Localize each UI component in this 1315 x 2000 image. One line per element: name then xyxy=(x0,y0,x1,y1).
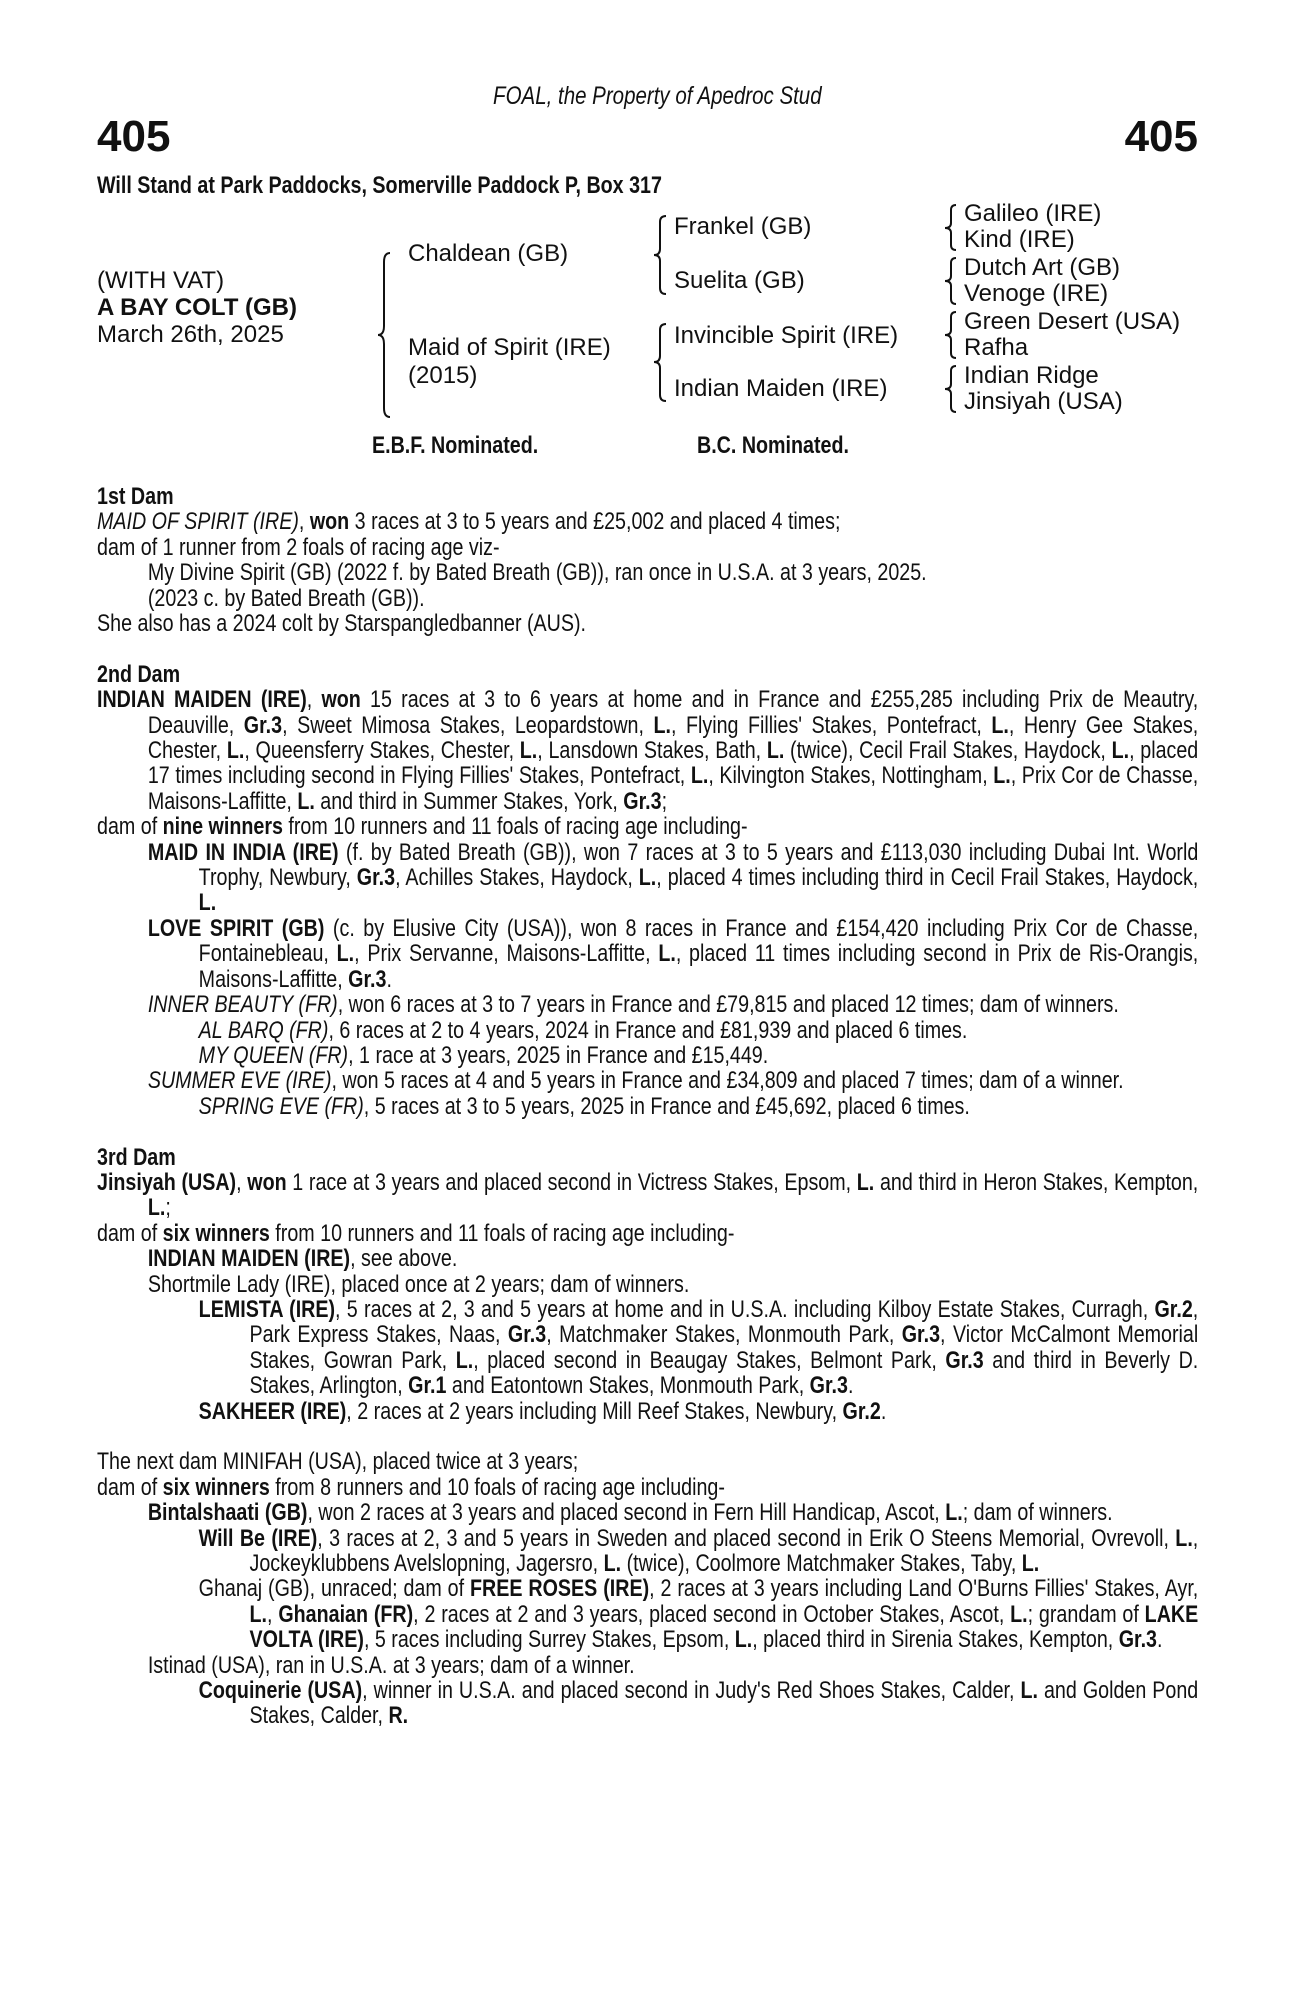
ebf-nomination xyxy=(372,432,575,460)
text: Istinad (USA), ran in U.S.A. at 3 years; dam of a winner. xyxy=(147,1651,635,1679)
horse-name: A BAY COLT (GB) xyxy=(97,294,298,321)
text: , 1 race at 3 years, 2025 in France and £15,449. xyxy=(348,1041,769,1069)
bold-text: L. xyxy=(1021,1550,1040,1578)
italic-text: SPRING EVE (FR) xyxy=(198,1092,364,1120)
text: My Divine Spirit (GB) (2022 f. by Bated Breath (GB)), ran once in U.S.A. at 3 years, 2025. xyxy=(147,559,927,587)
text: . xyxy=(847,1372,854,1400)
text: She also has a 2024 colt by Starspangledbanner (AUS). xyxy=(97,610,587,638)
bold-text: Bintalshaati (GB) xyxy=(147,1499,308,1527)
text: , 6 races at 2 to 4 years, 2024 in France and £81,939 and placed 6 times. xyxy=(328,1016,968,1044)
text: (2023 c. by Bated Breath (GB)). xyxy=(147,584,425,612)
ancestor: Jinsiyah (USA) xyxy=(964,388,1123,415)
dam-section xyxy=(97,1145,1198,1424)
bold-text: won xyxy=(309,508,350,536)
text: , see above. xyxy=(350,1245,458,1273)
italic-text: MY QUEEN (FR) xyxy=(198,1041,349,1069)
text: and Golden Pond Stakes, Calder, xyxy=(249,1677,1199,1730)
text: The next dam MINIFAH (USA), placed twice at 3 years; xyxy=(97,1448,579,1476)
bold-text: won xyxy=(247,1168,287,1196)
produce-record xyxy=(97,1170,1198,1221)
ancestor: Rafha xyxy=(964,334,1029,361)
bc-nomination xyxy=(697,432,882,460)
produce-record xyxy=(148,560,1198,585)
bold-text: L. xyxy=(653,711,671,739)
bold-text: L. xyxy=(1010,1600,1028,1628)
bold-text: L. xyxy=(1111,737,1130,765)
bold-text: Gr.3 xyxy=(507,1321,547,1349)
text: Shortmile Lady (IRE), placed once at 2 years; dam of winners. xyxy=(147,1270,690,1298)
brace-icon xyxy=(945,366,956,412)
italic-text: SUMMER EVE (IRE) xyxy=(147,1067,332,1095)
text: dam of xyxy=(97,1219,163,1247)
bold-text: L. xyxy=(147,1194,166,1222)
consignor-title-text: FOAL, the Property of Apedroc Stud xyxy=(493,82,822,110)
text: , won 2 races at 3 years and placed second in Fern Hill Handicap, Ascot, xyxy=(307,1499,946,1527)
bold-text: L. xyxy=(690,762,709,790)
brace-icon xyxy=(654,324,666,401)
bold-text: L. xyxy=(249,1600,268,1628)
bold-text: INDIAN MAIDEN (IRE) xyxy=(97,686,307,714)
ancestor: Indian Ridge xyxy=(964,362,1099,389)
text: , 5 races at 2, 3 and 5 years at home and in U.S.A. including Kilboy Estate Stakes, Curragh, xyxy=(335,1295,1155,1323)
produce-record xyxy=(148,992,1198,1017)
produce-record xyxy=(199,1678,1199,1729)
bold-text: Gr.1 xyxy=(408,1372,447,1400)
produce-record xyxy=(97,1449,1198,1474)
ancestor: Galileo (IRE) xyxy=(964,200,1102,227)
produce-record xyxy=(97,535,1198,560)
text: (f. by Bated Breath (GB)), won 7 races at 3 to 5 years and £113,030 including Dubai Int. World Trophy, Newbury, xyxy=(198,838,1199,892)
brace-icon xyxy=(654,216,666,294)
produce-record xyxy=(199,1526,1199,1577)
bold-text: six winners xyxy=(162,1219,270,1247)
bold-text: L. xyxy=(297,787,315,815)
text: , 5 races including Surrey Stakes, Epsom, xyxy=(363,1626,735,1654)
ancestor: Dutch Art (GB) xyxy=(964,254,1121,281)
bold-text: L. xyxy=(766,737,785,765)
bold-text: L. xyxy=(638,864,657,892)
bold-text: L. xyxy=(1020,1677,1038,1705)
text: , Prix Servanne, Maisons-Laffitte, xyxy=(354,940,659,968)
text: ; dam of winners. xyxy=(962,1499,1113,1527)
produce-record xyxy=(148,1246,1198,1271)
text: , Queensferry Stakes, Chester, xyxy=(244,737,520,765)
brace-icon xyxy=(945,312,956,358)
brace-icon xyxy=(945,205,956,250)
text: , placed third in Sirenia Stakes, Kempton, xyxy=(752,1626,1119,1654)
text: . xyxy=(880,1397,887,1425)
produce-record xyxy=(199,1399,1199,1424)
bold-text: LOVE SPIRIT (GB) xyxy=(147,914,325,942)
bold-text: L. xyxy=(603,1550,622,1578)
vat-note: (WITH VAT) xyxy=(97,267,225,294)
bold-text: MAID IN INDIA (IRE) xyxy=(147,838,339,866)
text: , placed 11 times including second in Prix de Ris-Orangis, Maisons-Laffitte, xyxy=(198,940,1199,993)
bold-text: Gr.3 xyxy=(809,1372,848,1400)
text: . xyxy=(1157,1626,1163,1654)
text: , Prix Cor de Chasse, Maisons-Laffitte, xyxy=(147,762,1199,815)
ebf-nomination-text: E.B.F. Nominated. xyxy=(372,432,539,459)
bold-text: L. xyxy=(856,1168,875,1196)
text: from 8 runners and 10 foals of racing age including- xyxy=(269,1473,725,1501)
bold-text: won xyxy=(321,686,361,714)
text: , 2 races at 2 years including Mill Reef Stakes, Newbury, xyxy=(346,1397,843,1425)
bold-text: LAKE VOLTA (IRE) xyxy=(249,1600,1199,1654)
text: (twice), Coolmore Matchmaker Stakes, Taby, xyxy=(621,1550,1022,1578)
bold-text: L. xyxy=(519,737,538,765)
text: Ghanaj (GB), unraced; dam of xyxy=(198,1575,470,1603)
text: , Jockeyklubbens Avelslopning, Jagersro, xyxy=(249,1524,1199,1578)
brace-icon xyxy=(945,258,956,304)
italic-text: AL BARQ (FR) xyxy=(198,1016,329,1044)
bold-text: Gr.2 xyxy=(1154,1295,1193,1323)
text: , 5 races at 3 to 5 years, 2025 in France and £45,692, placed 6 times. xyxy=(363,1092,970,1120)
bold-text: Gr.3 xyxy=(348,965,387,993)
produce-record xyxy=(148,1653,1198,1678)
section-heading: 2nd Dam xyxy=(97,660,181,688)
text: . xyxy=(386,965,392,993)
produce-record xyxy=(199,1576,1199,1652)
produce-record xyxy=(97,611,1198,636)
bc-nomination-text: B.C. Nominated. xyxy=(697,432,849,459)
text: dam of xyxy=(97,813,163,841)
produce-record xyxy=(199,1094,1199,1119)
dam-year: (2015) xyxy=(408,362,478,389)
text: , Kilvington Stakes, Nottingham, xyxy=(708,762,994,790)
dam-section xyxy=(97,1449,1198,1728)
bold-text: Gr.2 xyxy=(842,1397,881,1425)
ancestor: Kind (IRE) xyxy=(964,226,1075,253)
stabling-location-text: Will Stand at Park Paddocks, Somerville Paddock P, Box 317 xyxy=(97,172,662,199)
bold-text: L. xyxy=(658,940,676,968)
bold-text: L. xyxy=(336,940,355,968)
bold-text: Gr.3 xyxy=(243,711,283,739)
text: , xyxy=(267,1600,279,1628)
text: and Eatontown Stakes, Monmouth Park, xyxy=(446,1372,810,1400)
text: , xyxy=(306,686,322,714)
bold-text: Gr.3 xyxy=(623,787,662,815)
text: , 3 races at 2, 3 and 5 years in Sweden and placed second in Erik O Steens Memorial, Ovrevoll, xyxy=(317,1524,1176,1552)
text: ; xyxy=(165,1194,171,1222)
bold-text: L. xyxy=(993,762,1011,790)
text: , winner in U.S.A. and placed second in Judy's Red Shoes Stakes, Calder, xyxy=(362,1677,1021,1705)
text: , placed 4 times including third in Cecil Frail Stakes, Haydock, xyxy=(656,864,1199,892)
text: (twice), Cecil Frail Stakes, Haydock, xyxy=(784,737,1112,765)
text: , xyxy=(298,508,310,536)
text: 1 race at 3 years and placed second in Victress Stakes, Epsom, xyxy=(286,1168,857,1196)
text: , won 5 races at 4 and 5 years in France and £34,809 and placed 7 times; dam of a winner. xyxy=(331,1067,1124,1095)
section-heading: 3rd Dam xyxy=(97,1143,176,1171)
text: ; xyxy=(661,787,668,815)
catalogue-body xyxy=(97,484,1198,1754)
text: from 10 runners and 11 foals of racing age including- xyxy=(269,1219,735,1247)
text: 15 races at 3 to 6 years at home and in France and £255,285 including Prix de Meautry, Deauville, xyxy=(147,686,1199,739)
dam: Maid of Spirit (IRE) xyxy=(408,334,611,361)
text: , Flying Fillies' Stakes, Pontefract, xyxy=(670,711,992,739)
brace-icon xyxy=(378,253,390,417)
produce-record xyxy=(97,687,1198,814)
dam-section xyxy=(97,484,1198,636)
text: , xyxy=(236,1168,248,1196)
bold-text: R. xyxy=(388,1702,409,1730)
bold-text: Jinsiyah (USA) xyxy=(97,1168,237,1196)
text: , won 6 races at 3 to 7 years in France and £79,815 and placed 12 times; dam of winners. xyxy=(337,991,1119,1019)
ancestor: Venoge (IRE) xyxy=(964,280,1109,307)
foaling-date: March 26th, 2025 xyxy=(97,321,284,348)
bold-text: L. xyxy=(198,889,217,917)
text: , Henry Gee Stakes, Chester, xyxy=(147,711,1199,765)
produce-record xyxy=(148,1500,1198,1525)
text: 3 races at 3 to 5 years and £25,002 and placed 4 times; xyxy=(349,508,841,536)
bold-text: L. xyxy=(991,711,1009,739)
text: dam of 1 runner from 2 foals of racing age viz- xyxy=(97,533,500,561)
dam-dam: Indian Maiden (IRE) xyxy=(674,375,888,402)
bold-text: nine winners xyxy=(162,813,283,841)
bold-text: L. xyxy=(734,1626,753,1654)
section-heading: 1st Dam xyxy=(97,483,174,510)
text: ; grandam of xyxy=(1027,1600,1145,1628)
produce-record xyxy=(97,1221,1198,1246)
bold-text: Coquinerie (USA) xyxy=(198,1677,363,1705)
italic-text: MAID OF SPIRIT (IRE) xyxy=(97,508,299,536)
text: dam of xyxy=(97,1473,163,1501)
bold-text: Gr.3 xyxy=(901,1321,941,1349)
text: and third in Beverly D. Stakes, Arlington, xyxy=(249,1346,1199,1400)
produce-record xyxy=(148,586,1198,611)
text: , Sweet Mimosa Stakes, Leopardstown, xyxy=(282,711,654,739)
bold-text: FREE ROSES (IRE) xyxy=(469,1575,650,1603)
text: , Achilles Stakes, Haydock, xyxy=(395,864,639,892)
produce-record xyxy=(97,509,1198,534)
pedigree-braces xyxy=(0,0,1315,460)
text: , 2 races at 2 and 3 years, placed second in October Stakes, Ascot, xyxy=(413,1600,1011,1628)
bold-text: six winners xyxy=(162,1473,270,1501)
text: , Matchmaker Stakes, Monmouth Park, xyxy=(546,1321,902,1349)
bold-text: Ghanaian (FR) xyxy=(278,1600,414,1628)
produce-record xyxy=(199,1297,1199,1399)
text: and third in Heron Stakes, Kempton, xyxy=(874,1168,1199,1196)
bold-text: L. xyxy=(945,1499,963,1527)
text: from 10 runners and 11 foals of racing age including- xyxy=(282,813,748,841)
bold-text: LEMISTA (IRE) xyxy=(198,1295,336,1323)
sire-dam: Suelita (GB) xyxy=(674,267,805,294)
produce-record xyxy=(148,840,1198,916)
bold-text: L. xyxy=(1175,1524,1193,1552)
dam-section xyxy=(97,662,1198,1119)
bold-text: INDIAN MAIDEN (IRE) xyxy=(147,1245,351,1273)
produce-record xyxy=(97,814,1198,839)
produce-record xyxy=(148,1272,1198,1297)
bold-text: SAKHEER (IRE) xyxy=(198,1397,347,1425)
produce-record xyxy=(148,1068,1198,1093)
italic-text: INNER BEAUTY (FR) xyxy=(147,991,338,1019)
bold-text: Gr.3 xyxy=(945,1346,984,1374)
bold-text: Gr.3 xyxy=(356,864,396,892)
bold-text: Will Be (IRE) xyxy=(198,1524,318,1552)
text: and third in Summer Stakes, York, xyxy=(314,787,624,815)
ancestor: Green Desert (USA) xyxy=(964,308,1181,335)
text: , 2 races at 3 years including Land O'Burns Fillies' Stakes, Ayr, xyxy=(649,1575,1199,1603)
sire-sire: Frankel (GB) xyxy=(674,213,812,240)
bold-text: L. xyxy=(226,737,245,765)
text: , placed 17 times including second in Flying Fillies' Stakes, Pontefract, xyxy=(147,737,1199,790)
produce-record xyxy=(199,1018,1199,1043)
text: (c. by Elusive City (USA)), won 8 races in France and £154,420 including Prix Cor de Chasse, Fontainebleau, xyxy=(198,914,1199,968)
text: , Victor McCalmont Memorial Stakes, Gowran Park, xyxy=(249,1321,1199,1374)
produce-record xyxy=(148,916,1198,992)
produce-record xyxy=(97,1475,1198,1500)
text: , Park Express Stakes, Naas, xyxy=(249,1295,1199,1349)
dam-sire: Invincible Spirit (IRE) xyxy=(674,322,899,349)
text: , Lansdown Stakes, Bath, xyxy=(537,737,767,765)
text: , placed second in Beaugay Stakes, Belmont Park, xyxy=(473,1346,946,1374)
bold-text: Gr.3 xyxy=(1118,1626,1158,1654)
sire: Chaldean (GB) xyxy=(408,240,569,267)
produce-record xyxy=(199,1043,1199,1068)
lot-number-left: 405 xyxy=(97,112,171,161)
lot-number-right: 405 xyxy=(1124,112,1198,161)
bold-text: L. xyxy=(455,1346,474,1374)
